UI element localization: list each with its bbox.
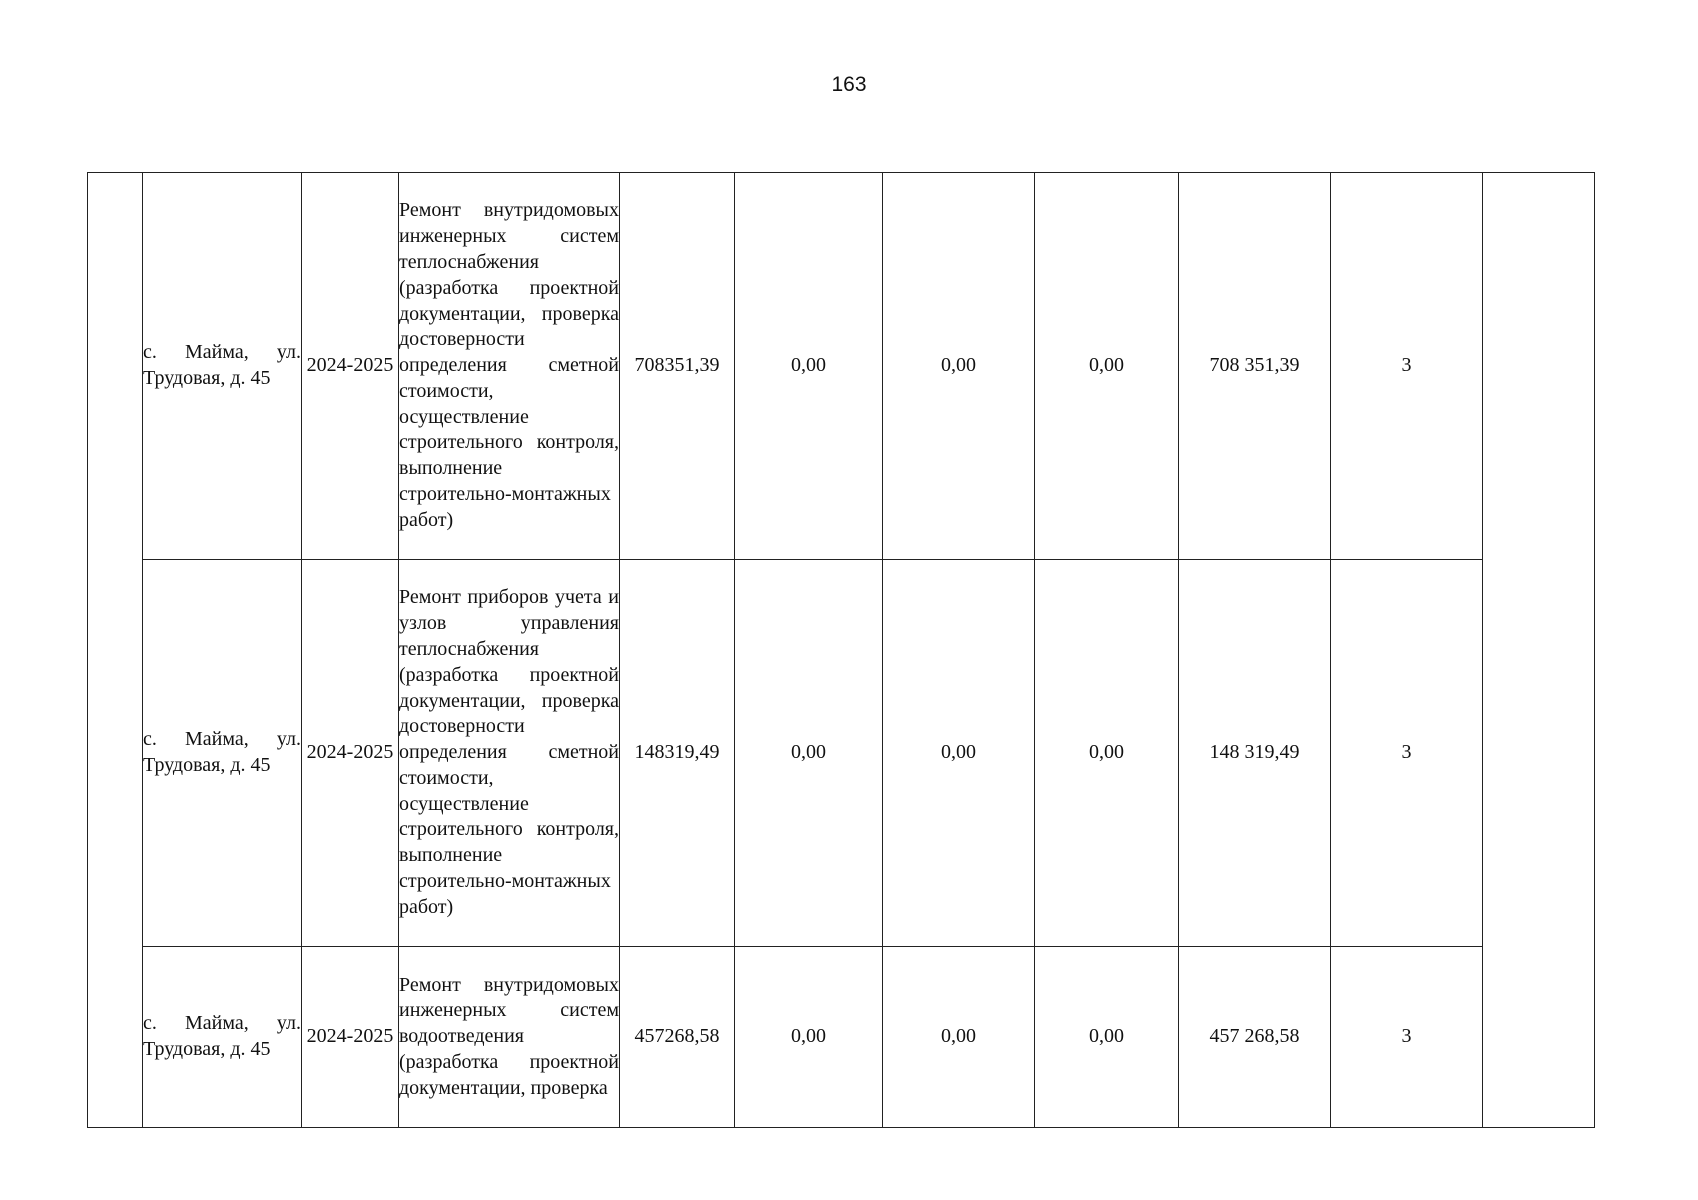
- cost-cell: 148319,49: [620, 560, 735, 947]
- total-cell: 457 268,58: [1179, 947, 1331, 1128]
- amount-cell-c: 0,00: [1035, 173, 1179, 560]
- category-cell: 3: [1331, 173, 1483, 560]
- amount-cell-b: 0,00: [883, 947, 1035, 1128]
- address-cell: с. Майма, ул. Трудовая, д. 45: [143, 560, 302, 947]
- table-row: [88, 560, 1595, 947]
- table-row: [88, 173, 1595, 560]
- amount-cell-b: 0,00: [883, 173, 1035, 560]
- amount-cell-a: 0,00: [735, 173, 883, 560]
- work-description-cell: Ремонт приборов учета и узлов управления теплоснабжения (разработка проектной документации, проверка достоверности определения сметной стоимости, осуществление строительного контроля, выполнение строительно-монтажных работ): [399, 560, 620, 947]
- table-row: [88, 947, 1595, 1128]
- amount-cell-c: 0,00: [1035, 947, 1179, 1128]
- total-cell: 148 319,49: [1179, 560, 1331, 947]
- work-description-cell: Ремонт внутридомовых инженерных систем водоотведения (разработка проектной документации, проверка: [399, 947, 620, 1128]
- amount-cell-a: 0,00: [735, 947, 883, 1128]
- page-number: 163: [831, 73, 867, 96]
- cost-cell: 457268,58: [620, 947, 735, 1128]
- address-cell: с. Майма, ул. Трудовая, д. 45: [143, 947, 302, 1128]
- category-cell: 3: [1331, 947, 1483, 1128]
- merged-note-cell: [1483, 173, 1595, 1128]
- cost-cell: 708351,39: [620, 173, 735, 560]
- period-cell: 2024-2025: [302, 947, 399, 1128]
- period-cell: 2024-2025: [302, 560, 399, 947]
- work-description-cell: Ремонт внутридомовых инженерных систем теплоснабжения (разработка проектной документации, проверка достоверности определения сметной стоимости, осуществление строительного контроля, выполнение строительно-монтажных работ): [399, 173, 620, 560]
- repair-program-table: [87, 172, 1595, 1128]
- amount-cell-a: 0,00: [735, 560, 883, 947]
- total-cell: 708 351,39: [1179, 173, 1331, 560]
- amount-cell-b: 0,00: [883, 560, 1035, 947]
- merged-index-cell: [88, 173, 143, 1128]
- category-cell: 3: [1331, 560, 1483, 947]
- amount-cell-c: 0,00: [1035, 560, 1179, 947]
- period-cell: 2024-2025: [302, 173, 399, 560]
- address-cell: с. Майма, ул. Трудовая, д. 45: [143, 173, 302, 560]
